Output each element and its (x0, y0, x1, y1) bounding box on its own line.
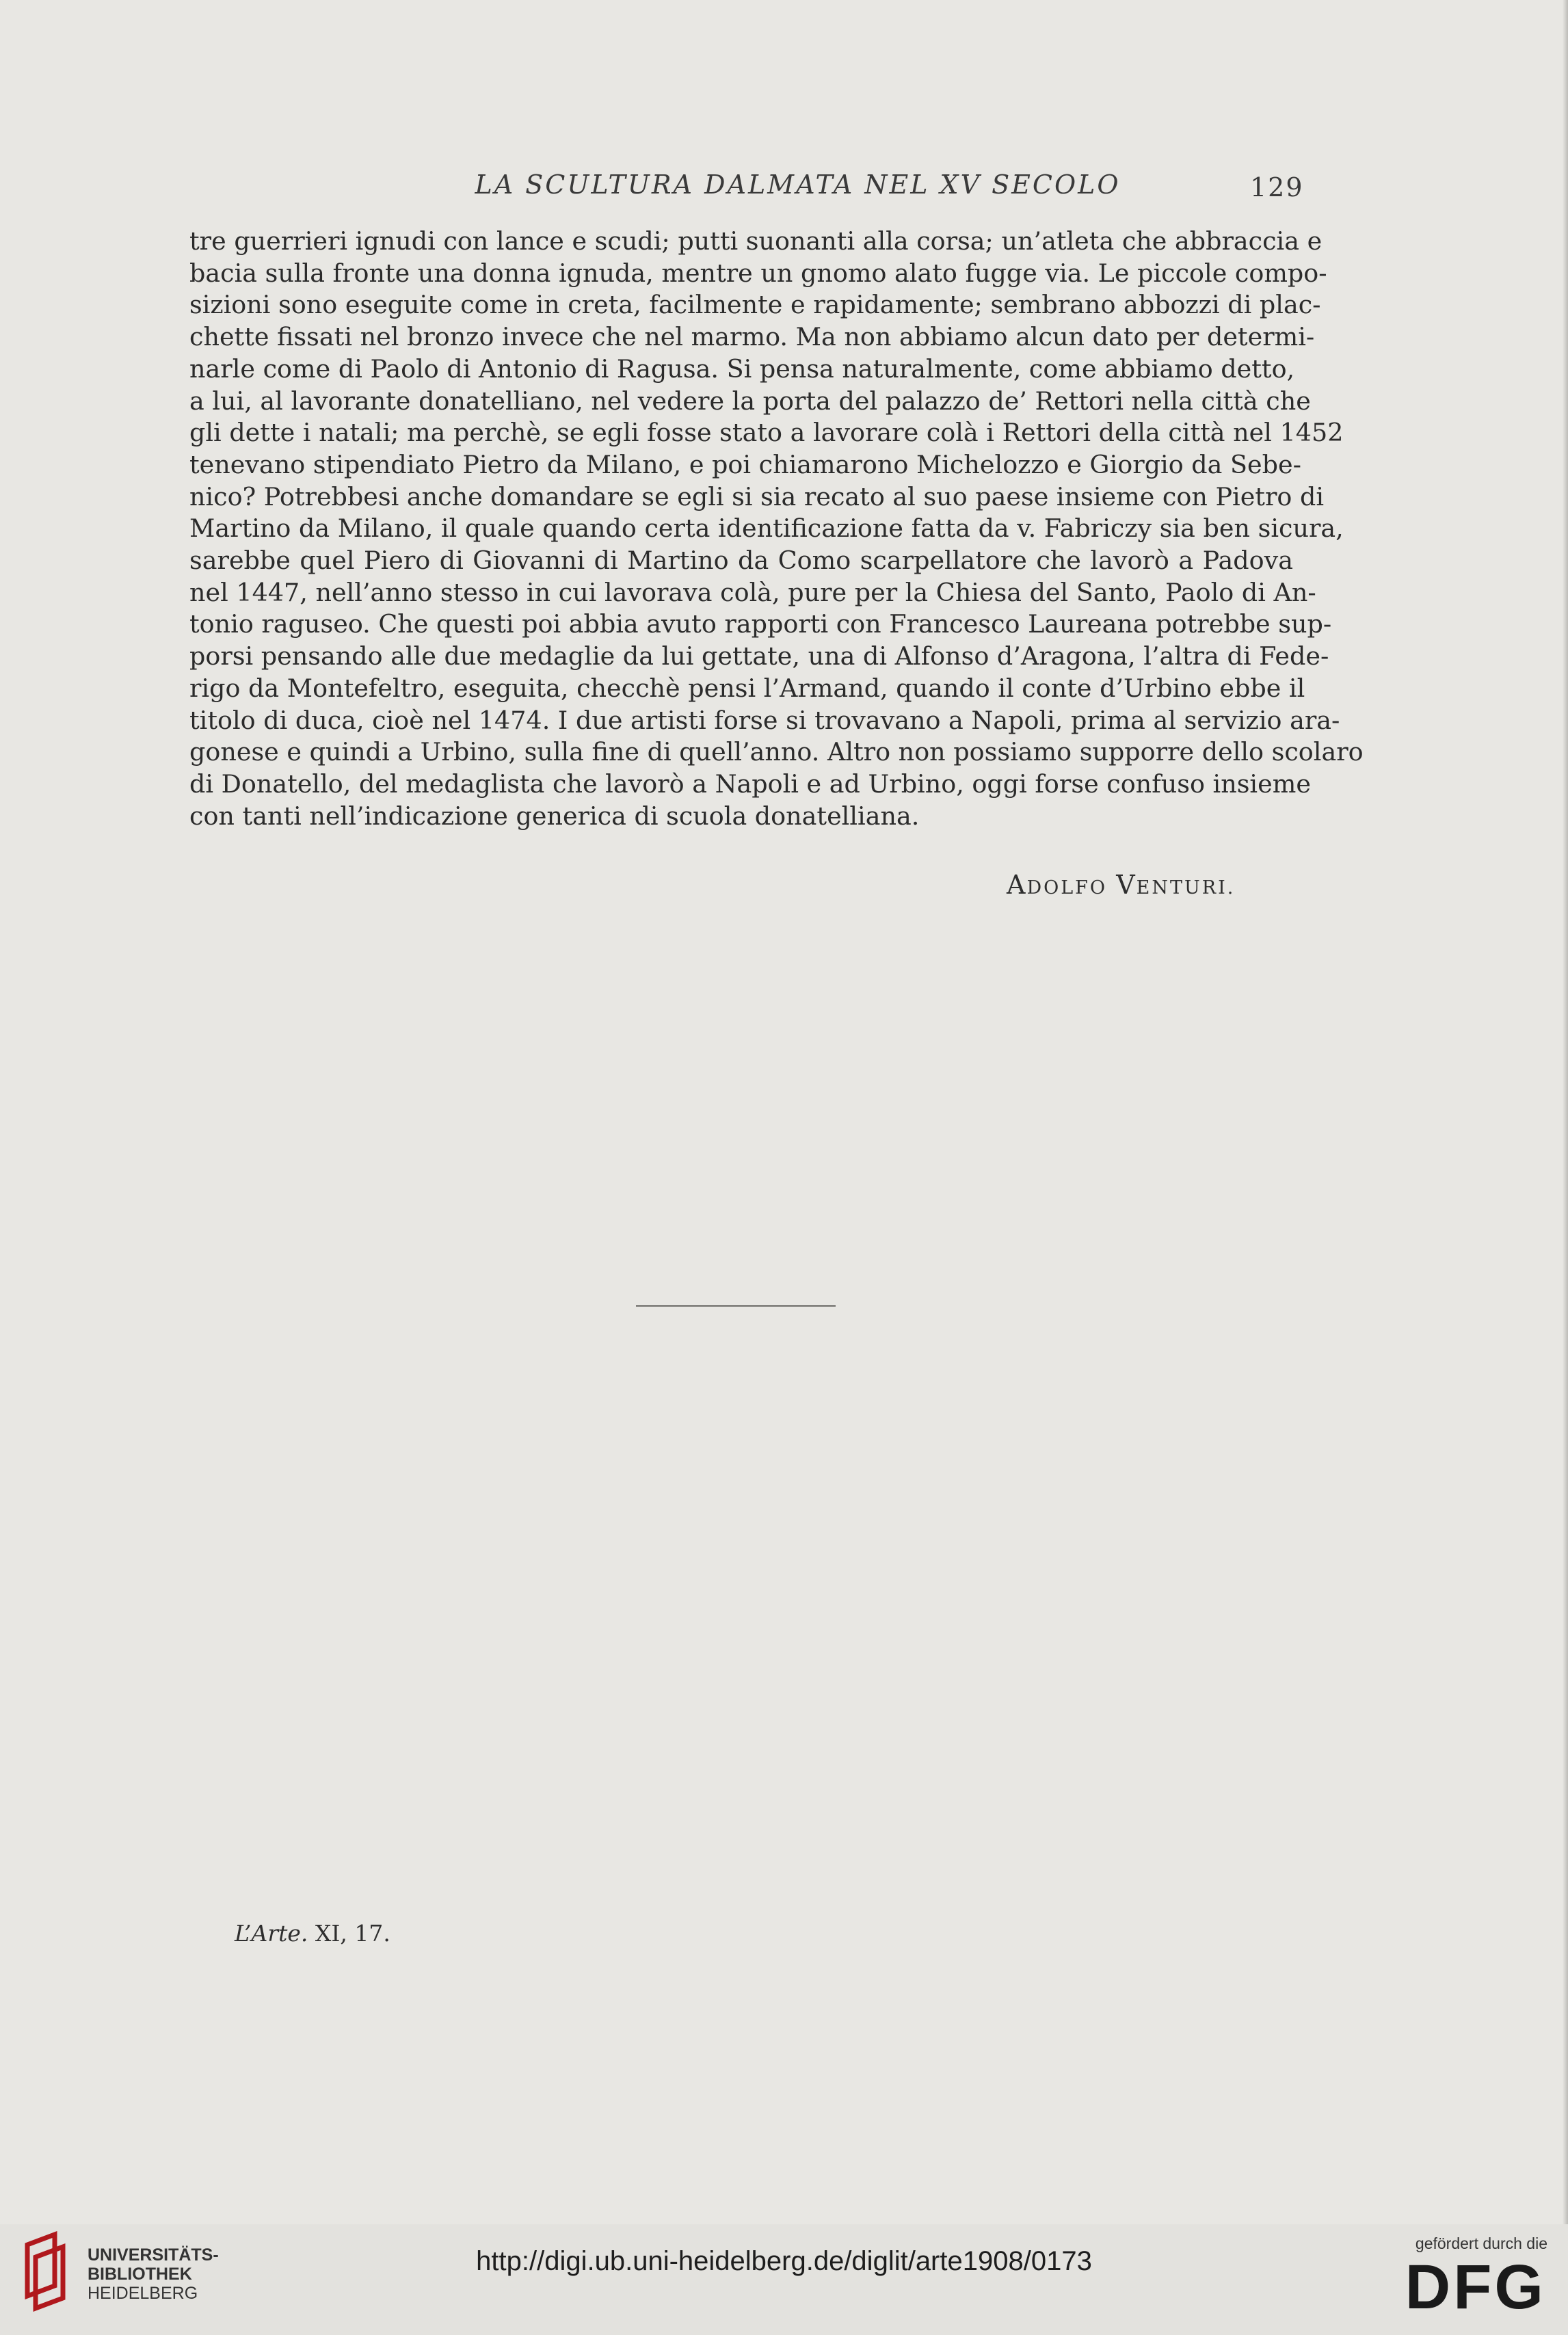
signature-last-rest: ENTURI. (1136, 877, 1236, 898)
author-signature (1007, 870, 1235, 900)
permalink-url[interactable]: http://digi.ub.uni-heidelberg.de/diglit/arte1908/0173 (476, 2246, 1092, 2276)
text-line: tenevano stipendiato Pietro da Milano, e poi chiamarono Michelozzo e Giorgio da Sebe- (189, 449, 1301, 479)
library-name-line: HEIDELBERG (88, 2284, 198, 2303)
text-line: tre guerrieri ignudi con lance e scudi; putti suonanti alla corsa; un’atleta che abbraccia e (189, 226, 1323, 256)
dfg-logo: DFG (1405, 2252, 1546, 2322)
printer-signature-mark (235, 1920, 390, 1947)
signature-last-initial: V (1116, 870, 1137, 900)
text-line: gonese e quindi a Urbino, sulla fine di quell’anno. Altro non possiamo supporre dello scolaro (189, 737, 1364, 767)
page-edge-shadow (1563, 0, 1568, 2224)
text-line: con tanti nell’indicazione generica di scuola donatelliana. (189, 801, 920, 831)
text-line: tonio raguseo. Che questi poi abbia avuto rapporti con Francesco Laureana potrebbe sup- (189, 609, 1332, 639)
text-line: Martino da Milano, il quale quando certa identificazione fatta da v. Fabriczy sia ben sicura, (189, 513, 1344, 544)
text-line: rigo da Montefeltro, eseguita, checchè pensi l’Armand, quando il conte d’Urbino ebbe il (189, 673, 1305, 703)
journal-name: L’Arte. (235, 1920, 308, 1947)
signature-number: XI, 17. (308, 1920, 390, 1947)
text-line: sizioni sono eseguite come in creta, facilmente e rapidamente; sembrano abbozzi di plac- (189, 290, 1321, 320)
text-line: chette fissati nel bronzo invece che nel marmo. Ma non abbiamo alcun dato per determi- (189, 322, 1315, 352)
library-name-line: UNIVERSITÄTS- (88, 2245, 219, 2265)
section-divider (636, 1305, 836, 1307)
running-title: LA SCULTURA DALMATA NEL XV SECOLO (475, 170, 1121, 200)
signature-first-rest: DOLFO (1026, 877, 1108, 898)
text-line: di Donatello, del medaglista che lavorò a Napoli e ad Urbino, oggi forse confuso insieme (189, 769, 1311, 799)
text-line: gli dette i natali; ma perchè, se egli fosse stato a lavorare colà i Rettori della città nel 1452 (189, 418, 1344, 448)
text-line: porsi pensando alle due medaglie da lui gettate, una di Alfonso d’Aragona, l’altra di Fede- (189, 641, 1329, 671)
article-text (189, 226, 1364, 832)
signature-first-initial: A (1007, 870, 1027, 900)
text-line: bacia sulla fronte una donna ignuda, mentre un gnomo alato fugge via. Le piccole compo- (189, 258, 1327, 288)
digitization-footer (0, 2224, 1568, 2335)
funding-note: gefördert durch die (1415, 2234, 1547, 2252)
text-line: sarebbe quel Piero di Giovanni di Martino da Como scarpellatore che lavorò a Padova (189, 546, 1293, 576)
text-line: narle come di Paolo di Antonio di Ragusa. Si pensa naturalmente, come abbiamo detto, (189, 353, 1295, 384)
text-line: a lui, al lavorante donatelliano, nel vedere la porta del palazzo de’ Rettori nella città che (189, 386, 1311, 416)
text-line: nel 1447, nell’anno stesso in cui lavorava colà, pure per la Chiesa del Santo, Paolo di An- (189, 577, 1316, 607)
text-line: titolo di duca, cioè nel 1474. I due artisti forse si trovavano a Napoli, prima al servizio ara- (189, 705, 1340, 735)
text-line: nico? Potrebbesi anche domandare se egli si sia recato al suo paese insieme con Pietro di (189, 481, 1325, 511)
page-number: 129 (1250, 172, 1304, 202)
library-name-line: BIBLIOTHEK (88, 2265, 192, 2284)
